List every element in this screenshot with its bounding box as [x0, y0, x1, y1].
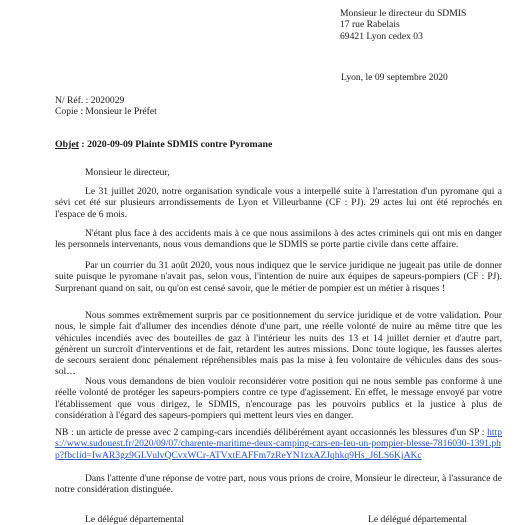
subject-label: Objet [55, 139, 79, 150]
nb-text: NB : un article de presse avec 2 camping-cars incendiés délibérément ayant occasionnés les blessures d'un SP : [55, 427, 488, 438]
recipient-city: 69421 Lyon cedex 03 [340, 30, 423, 42]
paragraph-3: Par un courrier du 31 août 2020, vous nous indiquez que le service juridique ne jugeait pas utile de donner suite puisque le pyromane n'avait pas, selon vous, l'intention de nuire aux équipes de sapeurs-pompiers (CF : PJ). Surprenant quand on sait, ou qu'on est censé savoir, que le métier de pompier est un métier à risques ! [55, 260, 502, 294]
recipient-name: Monsieur le directeur du SDMIS [340, 8, 467, 19]
closing-paragraph: Dans l'attente d'une réponse de votre part, nous vous prions de croire, Monsieur le directeur, à l'assurance de notre considération distinguée. [55, 473, 502, 496]
salutation: Monsieur le directeur, [85, 167, 170, 178]
paragraph-4: Nous sommes extrêmement surpris par ce positionnement du service juridique et de votre validation. Pour nous, le simple fait d'allumer des incendies dénote d'une part, une réelle volonté de nuire au même titre que les véhicules incendiés avec des bouteilles de gaz à l'intérieur les nuits des 13 et 14 juillet dernier et d'autre part, génèrent un surcroît d'interventions et de fait, retardent les autres missions. Donc toute logique, les fausses alertes de secours seraient donc pénalement répréhensibles mais pas la mise à feu volontaire de véhicules dans des sous-sol… [55, 310, 502, 378]
nb-note [55, 427, 502, 461]
press-article-link[interactable]: https://www.sudouest.fr/2020/09/07/charente-maritime-deux-camping-cars-en-feu-un-pompier-blesse-7816030-1391.php?fbclid=IwAR3gz9GLVulvQCvxWCr-ATVxtEAFFm7zReYN1zxAZJqhkq9Hs_J6LS6KjAKc [55, 427, 502, 461]
recipient-street: 17 rue Rabelais [340, 19, 400, 31]
reference-number: N/ Réf. : 2020029 [55, 95, 125, 106]
paragraph-2: N'étant plus face à des accidents mais à ce que nous assimilons à des actes criminels qui ont mis en danger les personnels intervenants, nous vous demandions que le SDMIS se porte partie civile dans cette affaire. [55, 228, 502, 251]
subject-line [55, 139, 272, 150]
references [55, 95, 157, 118]
signature-right: Le délégué départemental [368, 514, 468, 525]
copy-recipient: Copie : Monsieur le Préfet [55, 106, 157, 118]
paragraph-5: Nous vous demandons de bien vouloir reconsidérer votre position qui ne nous semble pas conforme à une réelle volonté de protéger les sapeurs-pompiers contre ce type d'agissement. En effet, le message envoyé par votre l'établissement que vous dirigez, le SDMIS, n'encourage pas les pouvoirs publics et la justice à plus de considération à l'égard des sapeurs-pompiers qui mettent leurs vies en danger. [55, 376, 502, 421]
letter-date: Lyon, le 09 septembre 2020 [341, 72, 448, 83]
paragraph-1: Le 31 juillet 2020, notre organisation syndicale vous a interpellé suite à l'arrestation d'un pyromane qui a sévi cet été sur plusieurs arrondissements de Lyon et Villeurbanne (CF : PJ). 29 actes lui ont été reprochés en l'espace de 6 mois. [55, 186, 502, 220]
recipient-address [340, 8, 515, 42]
signature-left: Le délégué départemental [85, 514, 185, 525]
subject-text: : 2020-09-09 Plainte SDMIS contre Pyromane [78, 139, 273, 150]
